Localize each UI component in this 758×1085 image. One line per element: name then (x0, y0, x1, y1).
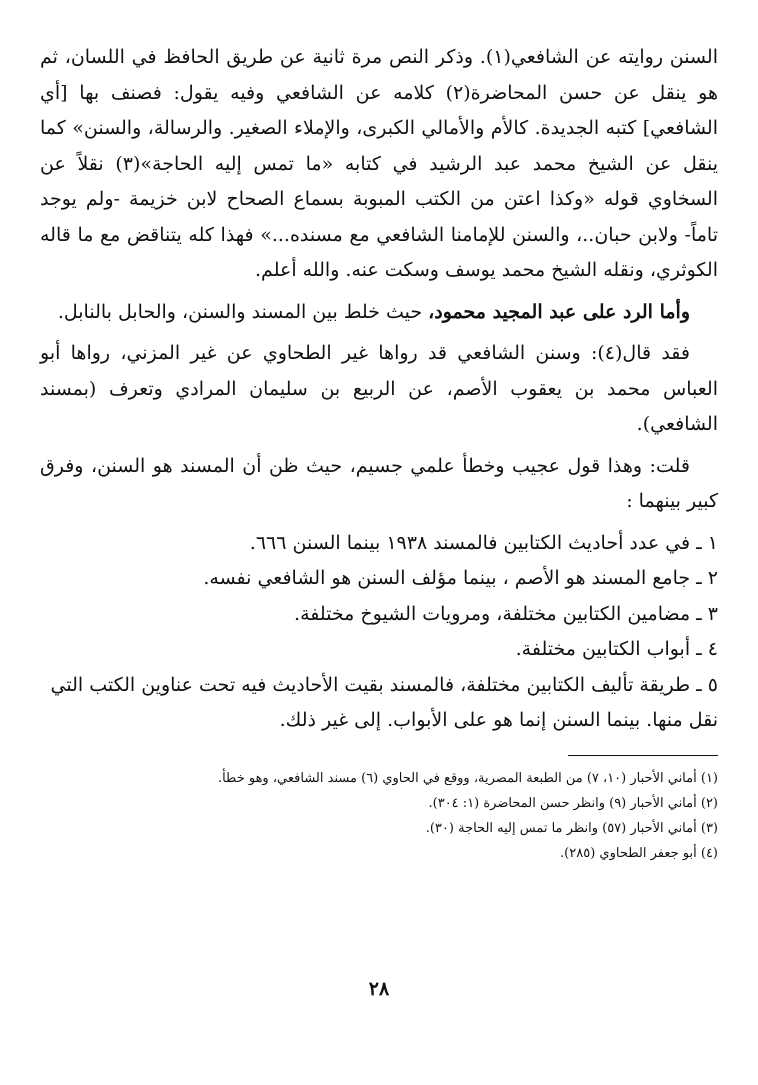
paragraph-2-text: حيث خلط بين المسند والسنن، والحابل بالنابل. (57, 300, 429, 323)
paragraph-3: فقد قال(٤): وسنن الشافعي قد رواها غير الطحاوي عن غير المزني، رواها أبو العباس محمد بن يعقوب الأصم، عن الربيع بن سليمان المرادي وتعرف (بمسند الشافعي). (40, 342, 718, 435)
paragraph-4: قلت: وهذا قول عجيب وخطأ علمي جسيم، حيث ظن أن المسند هو السنن، وفرق كبير بينهما : (40, 454, 718, 512)
paragraph-1: السنن روايته عن الشافعي(١). وذكر النص مرة ثانية عن طريق الحافظ في اللسان، ثم هو ينقل عن حسن المحاضرة(٢) كلامه عن الشافعي وفيه يقول: فصنف بها [أي الشافعي] كتبه الجديدة. كالأم والأمالي الكبرى، والإملاء الصغير. والرسالة، والسنن» كما ينقل عن الشيخ محمد عبد الرشيد في كتابه «ما تمس إليه الحاجة»(٣) نقلاً عن السخاوي قوله «وكذا اعتن من الكتب المبوبة بسماع الصحاح لابن خزيمة -ولم يوجد تاماً- ولابن حبان..، والسنن للإمامنا الشافعي مع مسنده...» فهذا كله يتناقض مع ما قاله الكوثري، ونقله الشيخ محمد يوسف وسكت عنه. والله أعلم. (40, 46, 718, 281)
page-body (40, 40, 718, 866)
list-item: ٥ ـ طريقة تأليف الكتابين مختلفة، فالمسند بقيت الأحاديث فيه تحت عناوين الكتب التي نقل منها. بينما السنن إنما هو على الأبواب. إلى غير ذلك. (50, 673, 718, 731)
footnotes (40, 766, 718, 866)
footnote: (٤) أبو جعفر الطحاوي (٢٨٥). (560, 845, 718, 861)
footnote: (١) أماني الأحبار (١٠، ٧) من الطبعة المصرية، ووقع في الحاوي (٦) مسند الشافعي، وهو خطأ. (217, 770, 718, 786)
footnote-divider (568, 755, 718, 756)
footnote: (٣) أماني الأحبار (٥٧) وانظر ما تمس إليه الحاجة (٣٠). (425, 820, 718, 836)
list-item: ٣ ـ مضامين الكتابين مختلفة، ومرويات الشيوخ مختلفة. (294, 602, 718, 625)
list-item: ٢ ـ جامع المسند هو الأصم ، بينما مؤلف السنن هو الشافعي نفسه. (203, 567, 718, 589)
list-item: ٤ ـ أبواب الكتابين مختلفة. (515, 638, 718, 660)
list-item: ١ ـ في عدد أحاديث الكتابين فالمسند ١٩٣٨ بينما السنن ٦٦٦. (249, 531, 718, 554)
page-number: ٢٨ (368, 978, 390, 1000)
differences-list (40, 526, 718, 739)
paragraph-2-lead: وأما الرد على عبد المجيد محمود، (428, 300, 690, 323)
footnote: (٢) أماني الأحبار (٩) وانظر حسن المحاضرة (١: ٣٠٤). (428, 795, 718, 811)
paragraph-2 (40, 295, 718, 331)
